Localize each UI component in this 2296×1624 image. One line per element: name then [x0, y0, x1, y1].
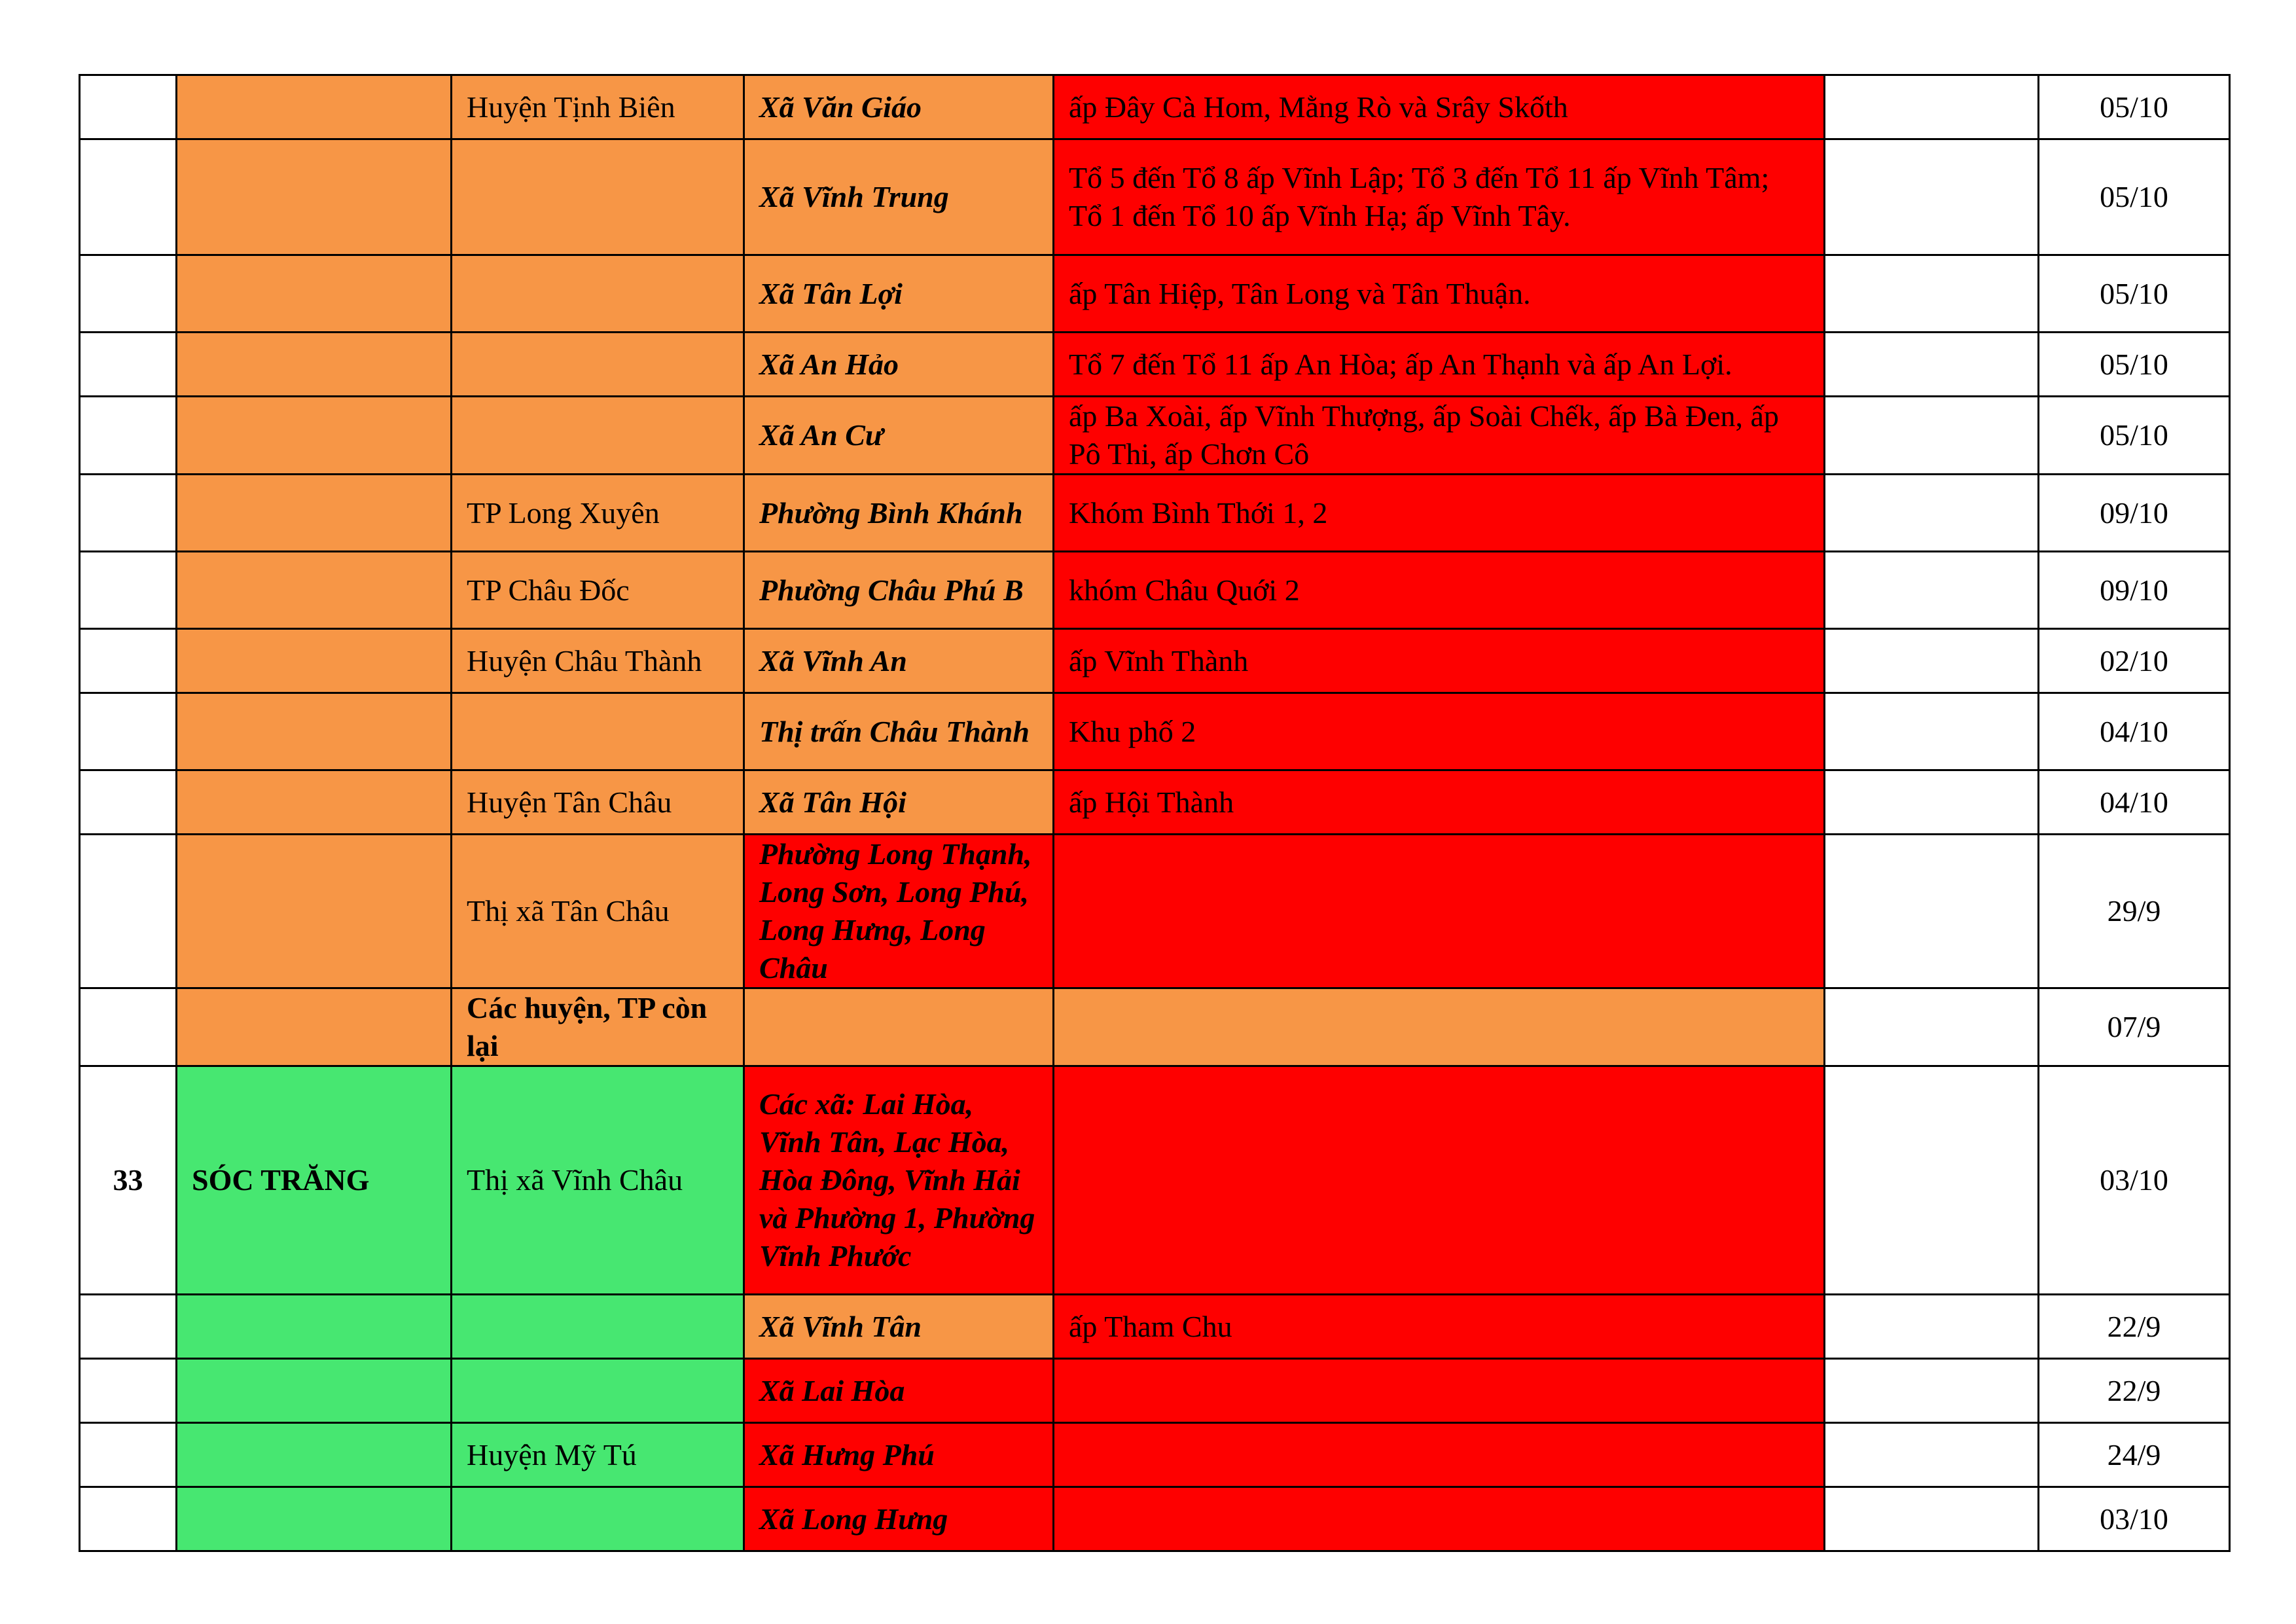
- row-number-cell: [80, 1423, 177, 1487]
- district-cell: Thị xã Tân Châu: [452, 835, 744, 988]
- empty-cell: [1825, 139, 2039, 255]
- province-cell: [177, 629, 452, 693]
- date-cell: 04/10: [2039, 770, 2230, 835]
- empty-cell: [1825, 1423, 2039, 1487]
- detail-cell: [1054, 1487, 1825, 1551]
- empty-cell: [1825, 629, 2039, 693]
- table-body: [80, 75, 2230, 1551]
- commune-cell: Phường Long Thạnh, Long Sơn, Long Phú, Long Hưng, Long Châu: [744, 835, 1054, 988]
- district-cell: Huyện Châu Thành: [452, 629, 744, 693]
- empty-cell: [1825, 397, 2039, 475]
- table-row: [80, 1359, 2230, 1423]
- district-cell: Huyện Tân Châu: [452, 770, 744, 835]
- date-cell: 22/9: [2039, 1359, 2230, 1423]
- row-number-cell: [80, 255, 177, 333]
- province-cell: SÓC TRĂNG: [177, 1066, 452, 1295]
- district-cell: [452, 1487, 744, 1551]
- detail-cell: [1054, 1066, 1825, 1295]
- empty-cell: [1825, 1295, 2039, 1359]
- commune-cell: Xã Tân Hội: [744, 770, 1054, 835]
- row-number-cell: [80, 1295, 177, 1359]
- date-cell: 03/10: [2039, 1487, 2230, 1551]
- date-cell: 29/9: [2039, 835, 2230, 988]
- row-number-cell: [80, 552, 177, 629]
- detail-cell: ấp Vĩnh Thành: [1054, 629, 1825, 693]
- date-cell: 02/10: [2039, 629, 2230, 693]
- detail-cell: ấp Ba Xoài, ấp Vĩnh Thượng, ấp Soài Chếk, ấp Bà Đen, ấp Pô Thi, ấp Chơn Cô: [1054, 397, 1825, 475]
- detail-cell: [1054, 1359, 1825, 1423]
- date-cell: 05/10: [2039, 75, 2230, 139]
- province-cell: [177, 139, 452, 255]
- commune-cell: Xã An Hảo: [744, 333, 1054, 397]
- district-cell: TP Châu Đốc: [452, 552, 744, 629]
- row-number-cell: [80, 139, 177, 255]
- commune-cell: Xã Lai Hòa: [744, 1359, 1054, 1423]
- date-cell: 22/9: [2039, 1295, 2230, 1359]
- row-number-cell: [80, 475, 177, 552]
- date-cell: 05/10: [2039, 397, 2230, 475]
- row-number-cell: [80, 333, 177, 397]
- detail-cell: ấp Tham Chu: [1054, 1295, 1825, 1359]
- commune-cell: Thị trấn Châu Thành: [744, 693, 1054, 770]
- date-cell: 05/10: [2039, 255, 2230, 333]
- table-row: [80, 835, 2230, 988]
- table-row: [80, 693, 2230, 770]
- table-row: [80, 1487, 2230, 1551]
- district-cell: TP Long Xuyên: [452, 475, 744, 552]
- covid-zone-table: [79, 74, 2231, 1552]
- detail-cell: [1054, 835, 1825, 988]
- detail-cell: [1054, 1423, 1825, 1487]
- commune-cell: Xã Vĩnh Trung: [744, 139, 1054, 255]
- empty-cell: [1825, 552, 2039, 629]
- row-number-cell: 33: [80, 1066, 177, 1295]
- row-number-cell: [80, 1487, 177, 1551]
- row-number-cell: [80, 693, 177, 770]
- district-cell: Các huyện, TP còn lại: [452, 988, 744, 1066]
- empty-cell: [1825, 75, 2039, 139]
- commune-cell: Xã Vĩnh An: [744, 629, 1054, 693]
- province-cell: [177, 255, 452, 333]
- detail-cell: ấp Tân Hiệp, Tân Long và Tân Thuận.: [1054, 255, 1825, 333]
- province-cell: [177, 693, 452, 770]
- table-row: [80, 333, 2230, 397]
- empty-cell: [1825, 475, 2039, 552]
- date-cell: 04/10: [2039, 693, 2230, 770]
- date-cell: 09/10: [2039, 475, 2230, 552]
- district-cell: [452, 139, 744, 255]
- district-cell: [452, 693, 744, 770]
- row-number-cell: [80, 1359, 177, 1423]
- district-cell: [452, 1295, 744, 1359]
- empty-cell: [1825, 770, 2039, 835]
- province-cell: [177, 397, 452, 475]
- detail-cell: Tổ 5 đến Tổ 8 ấp Vĩnh Lập; Tổ 3 đến Tổ 11 ấp Vĩnh Tâm; Tổ 1 đến Tổ 10 ấp Vĩnh Hạ; ấp Vĩnh Tây.: [1054, 139, 1825, 255]
- province-cell: [177, 1295, 452, 1359]
- commune-cell: [744, 988, 1054, 1066]
- commune-cell: Các xã: Lai Hòa, Vĩnh Tân, Lạc Hòa, Hòa Đông, Vĩnh Hải và Phường 1, Phường Vĩnh Phước: [744, 1066, 1054, 1295]
- date-cell: 05/10: [2039, 333, 2230, 397]
- date-cell: 07/9: [2039, 988, 2230, 1066]
- row-number-cell: [80, 770, 177, 835]
- row-number-cell: [80, 75, 177, 139]
- row-number-cell: [80, 988, 177, 1066]
- commune-cell: Xã Vĩnh Tân: [744, 1295, 1054, 1359]
- province-cell: [177, 988, 452, 1066]
- table-row: [80, 770, 2230, 835]
- province-cell: [177, 75, 452, 139]
- row-number-cell: [80, 835, 177, 988]
- table-row: [80, 1066, 2230, 1295]
- table-row: [80, 988, 2230, 1066]
- detail-cell: Khóm Bình Thới 1, 2: [1054, 475, 1825, 552]
- empty-cell: [1825, 693, 2039, 770]
- commune-cell: Phường Châu Phú B: [744, 552, 1054, 629]
- province-cell: [177, 770, 452, 835]
- commune-cell: Xã Long Hưng: [744, 1487, 1054, 1551]
- empty-cell: [1825, 333, 2039, 397]
- detail-cell: [1054, 988, 1825, 1066]
- row-number-cell: [80, 397, 177, 475]
- district-cell: Huyện Tịnh Biên: [452, 75, 744, 139]
- row-number-cell: [80, 629, 177, 693]
- detail-cell: ấp Hội Thành: [1054, 770, 1825, 835]
- empty-cell: [1825, 988, 2039, 1066]
- table-row: [80, 397, 2230, 475]
- district-cell: [452, 333, 744, 397]
- detail-cell: khóm Châu Quới 2: [1054, 552, 1825, 629]
- province-cell: [177, 835, 452, 988]
- detail-cell: Tổ 7 đến Tổ 11 ấp An Hòa; ấp An Thạnh và ấp An Lợi.: [1054, 333, 1825, 397]
- province-cell: [177, 1423, 452, 1487]
- table-row: [80, 255, 2230, 333]
- district-cell: [452, 1359, 744, 1423]
- province-cell: [177, 475, 452, 552]
- detail-cell: Khu phố 2: [1054, 693, 1825, 770]
- empty-cell: [1825, 835, 2039, 988]
- table-row: [80, 75, 2230, 139]
- table-row: [80, 629, 2230, 693]
- province-cell: [177, 552, 452, 629]
- district-cell: Thị xã Vĩnh Châu: [452, 1066, 744, 1295]
- empty-cell: [1825, 255, 2039, 333]
- district-cell: [452, 397, 744, 475]
- commune-cell: Xã Tân Lợi: [744, 255, 1054, 333]
- date-cell: 03/10: [2039, 1066, 2230, 1295]
- date-cell: 05/10: [2039, 139, 2230, 255]
- district-cell: Huyện Mỹ Tú: [452, 1423, 744, 1487]
- empty-cell: [1825, 1359, 2039, 1423]
- empty-cell: [1825, 1487, 2039, 1551]
- table-row: [80, 139, 2230, 255]
- commune-cell: Xã An Cư: [744, 397, 1054, 475]
- commune-cell: Xã Hưng Phú: [744, 1423, 1054, 1487]
- empty-cell: [1825, 1066, 2039, 1295]
- date-cell: 09/10: [2039, 552, 2230, 629]
- table-row: [80, 1295, 2230, 1359]
- province-cell: [177, 1359, 452, 1423]
- commune-cell: Phường Bình Khánh: [744, 475, 1054, 552]
- district-cell: [452, 255, 744, 333]
- detail-cell: ấp Đây Cà Hom, Mằng Rò và Srây Skốth: [1054, 75, 1825, 139]
- province-cell: [177, 333, 452, 397]
- table-row: [80, 1423, 2230, 1487]
- table-row: [80, 475, 2230, 552]
- province-cell: [177, 1487, 452, 1551]
- date-cell: 24/9: [2039, 1423, 2230, 1487]
- table-row: [80, 552, 2230, 629]
- commune-cell: Xã Văn Giáo: [744, 75, 1054, 139]
